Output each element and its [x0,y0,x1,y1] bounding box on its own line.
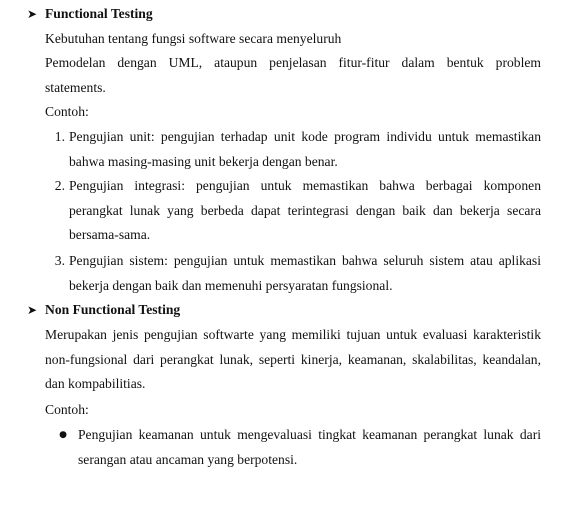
non-functional-testing-title: Non Functional Testing [45,302,181,317]
functional-line-2a: Pemodelan dengan UML, ataupun penjelasan fitur-fitur dalam bentuk problem [45,55,541,70]
list-item-text: Pengujian unit: pengujian terhadap unit kode program individu untuk memastikan bahwa masing-masing unit bekerja dengan benar. [69,129,541,169]
list-number: 1. [54,129,65,144]
list-item-text: Pengujian sistem: pengujian untuk memastikan bahwa seluruh sistem atau aplikasi bekerja dengan baik dan memenuhi persyaratan fungsional. [69,253,541,293]
list-item-text: Pengujian integrasi: pengujian untuk memastikan bahwa berbagai komponen perangkat lunak yang berbeda dapat terintegrasi dengan baik dan bekerja secara bersama-sama. [69,178,541,242]
list-number: 3. [54,253,65,268]
non-functional-contoh-label: Contoh: [45,402,89,417]
arrow-right-icon: ➤ [26,7,38,21]
non-functional-testing-heading [0,298,573,322]
functional-testing-heading [0,2,573,26]
non-functional-description: Merupakan jenis pengujian softwarte yang memiliki tujuan untuk evaluasi karakteristik non-fungsional dari perangkat lunak, seperti kinerja, keamanan, skalabilitas, keandalan, dan kompabilitias. [45,327,541,391]
functional-line-2b: statements. [45,79,106,95]
list-number: 2. [54,178,65,193]
functional-paragraph-2 [45,51,541,100]
functional-line-1: Kebutuhan tentang fungsi software secara menyeluruh [45,31,342,46]
functional-testing-title: Functional Testing [45,6,153,21]
bullet-icon: ● [59,430,67,440]
bullet-item-text: Pengujian keamanan untuk mengevaluasi tingkat keamanan perangkat lunak dari serangan atau ancaman yang berpotensi. [78,427,541,467]
functional-contoh-label: Contoh: [45,104,89,119]
arrow-right-icon: ➤ [26,303,38,317]
